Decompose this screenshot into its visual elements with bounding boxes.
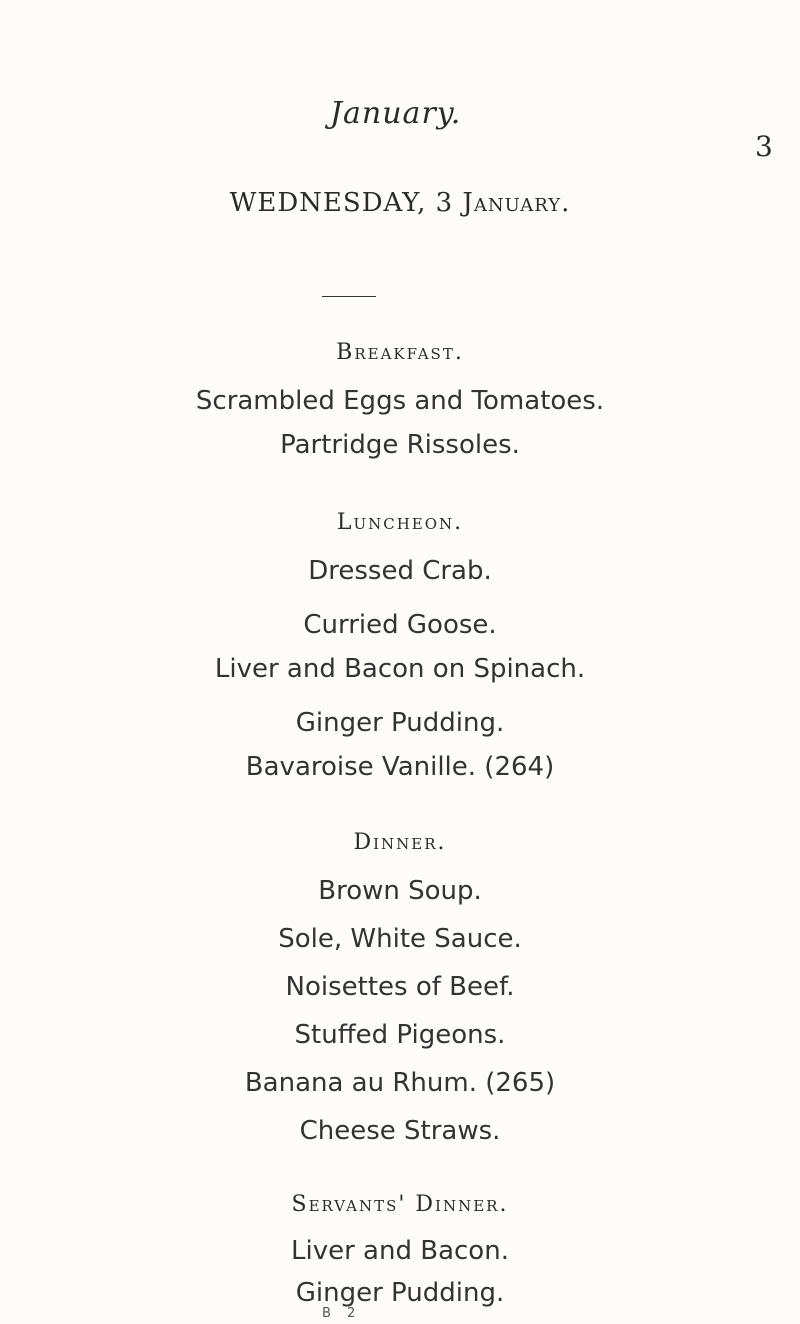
divider-rule (322, 296, 376, 297)
date-heading: WEDNESDAY, 3 January. (229, 188, 571, 218)
menu-item: Noisettes of Beef. (285, 972, 515, 1002)
menu-item: Banana au Rhum. (265) (244, 1068, 556, 1098)
running-header: January. (330, 96, 462, 131)
menu-item: Curried Goose. (303, 610, 497, 640)
menu-item: Scrambled Eggs and Tomatoes. (195, 386, 605, 416)
section-title-dinner: Dinner. (353, 830, 447, 855)
signature-mark: B 2 (322, 1306, 362, 1321)
menu-item: Sole, White Sauce. (278, 924, 522, 954)
menu-item: Partridge Rissoles. (280, 430, 520, 460)
menu-item: Bavaroise Vanille. (264) (245, 752, 555, 782)
menu-item: Ginger Pudding. (295, 1278, 505, 1308)
menu-item: Liver and Bacon on Spinach. (214, 654, 586, 684)
menu-item: Ginger Pudding. (295, 708, 505, 738)
menu-item: Liver and Bacon. (291, 1236, 509, 1266)
menu-item: Dressed Crab. (308, 556, 492, 586)
section-title-servants-dinner: Servants' Dinner. (291, 1192, 509, 1217)
section-title-breakfast: Breakfast. (336, 340, 464, 365)
menu-item: Stuffed Pigeons. (294, 1020, 506, 1050)
menu-item: Brown Soup. (318, 876, 482, 906)
page-number: 3 (755, 130, 773, 163)
menu-item: Cheese Straws. (299, 1116, 501, 1146)
section-title-luncheon: Luncheon. (336, 510, 464, 535)
